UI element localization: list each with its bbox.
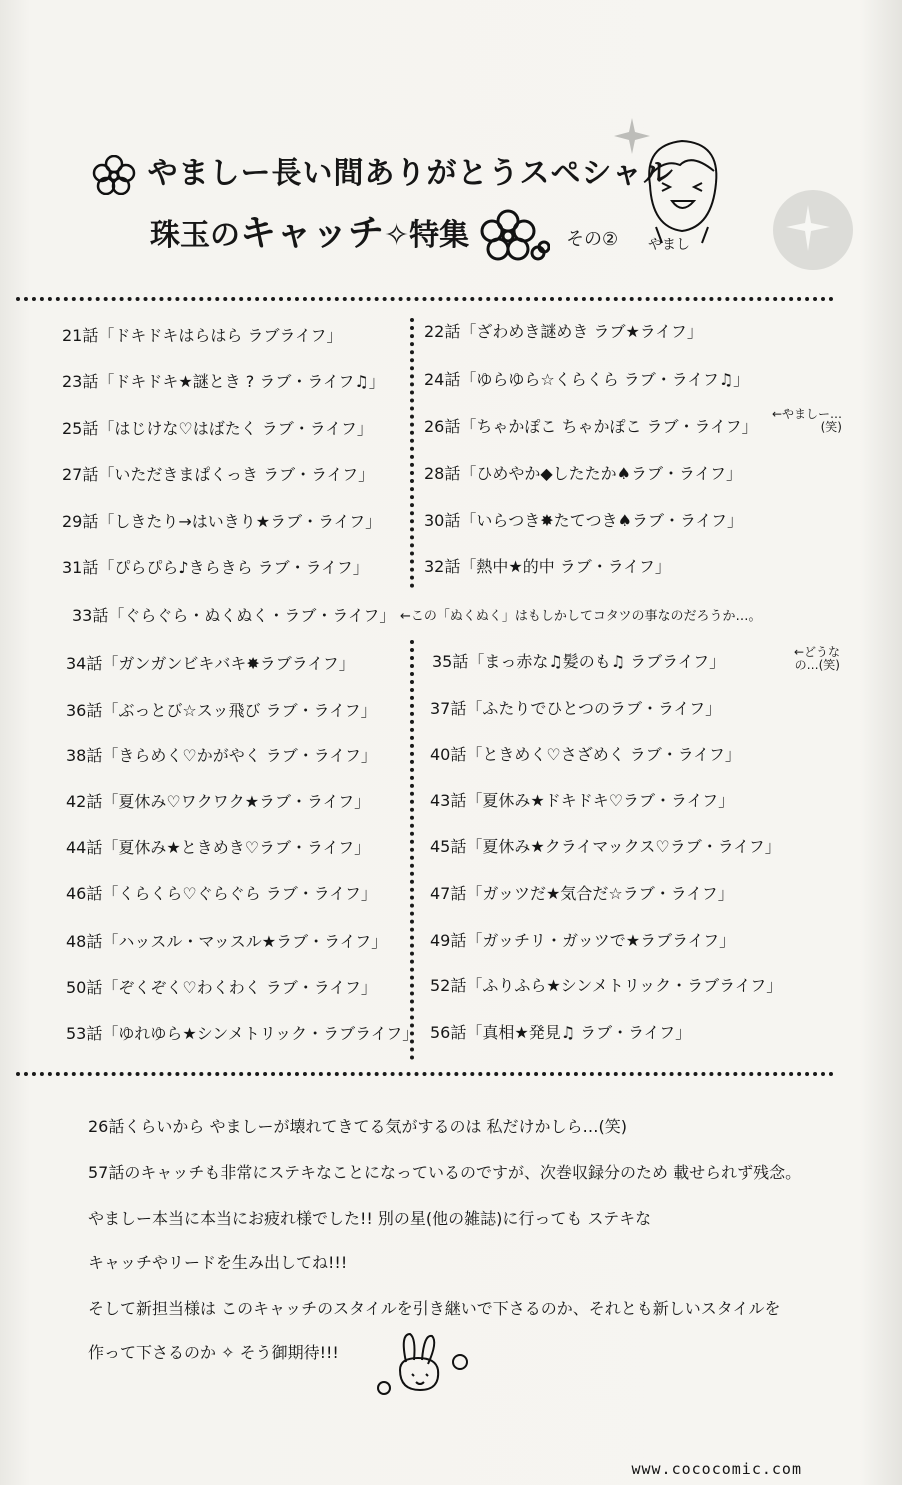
sparkle-icon: ✧ xyxy=(384,218,410,253)
list-item: 46話「くらくら♡ぐらぐら ラブ・ライフ」 xyxy=(66,884,377,903)
flower-icon xyxy=(92,155,136,195)
list-item: 53話「ゆれゆら★シンメトリック・ラブライフ」 xyxy=(66,1024,419,1043)
comment-line: そして新担当様は このキャッチのスタイルを引き継いで下さるのか、それとも新しいスタイルを xyxy=(88,1299,781,1318)
divider xyxy=(16,297,834,301)
list-item: 35話「まっ赤な♫髪のも♫ ラブライフ」 xyxy=(432,652,726,671)
column-divider xyxy=(410,318,414,588)
side-note: ←やましー…(笑) xyxy=(771,407,842,434)
list-item: 49話「ガッチリ・ガッツで★ラブライフ」 xyxy=(430,931,736,950)
list-item: 42話「夏休み♡ワクワク★ラブ・ライフ」 xyxy=(66,792,371,811)
watermark: www.cococomic.com xyxy=(631,1460,802,1478)
side-note: ←どうなの…(笑) xyxy=(793,645,840,672)
list-item: 34話「ガンガンビキバキ✸ラブライフ」 xyxy=(66,654,355,673)
comment-line: キャッチやリードを生み出してね!!! xyxy=(88,1253,348,1272)
list-item: 45話「夏休み★クライマックス♡ラブ・ライフ」 xyxy=(430,837,781,856)
list-item: 28話「ひめやか◆したたか♠ラブ・ライフ」 xyxy=(424,464,743,483)
list-item: 32話「熱中★的中 ラブ・ライフ」 xyxy=(424,557,671,576)
list-item: 30話「いらつき✸たてつき♠ラブ・ライフ」 xyxy=(424,511,743,530)
list-item: 31話「ぴらぴら♪きらきら ラブ・ライフ」 xyxy=(62,558,369,577)
comment-line: やましー本当に本当にお疲れ様でした!! 別の星(他の雑誌)に行っても ステキな xyxy=(88,1209,652,1228)
avatar xyxy=(632,135,732,245)
list-item: 29話「しきたり→はいきり★ラブ・ライフ」 xyxy=(62,512,382,531)
list-item: 36話「ぶっとび☆スッ飛び ラブ・ライフ」 xyxy=(66,701,377,720)
page-title-line1: やましー長い間ありがとうスペシャル xyxy=(92,148,674,195)
list-item: 24話「ゆらゆら☆くらくら ラブ・ライフ♫」 xyxy=(424,370,750,389)
sparkle-icon xyxy=(768,185,858,275)
list-item: 22話「ざわめき謎めき ラブ★ライフ」 xyxy=(424,322,703,341)
list-item: 23話「ドキドキ★謎とき ? ラブ・ライフ♫」 xyxy=(62,372,385,391)
comment-line: 57話のキャッチも非常にステキなことになっているのですが、次巻収録分のため 載せられず残念。 xyxy=(88,1163,802,1182)
page-title-line2: 珠玉のキャッチ✧特集 その② xyxy=(150,205,618,265)
column-divider xyxy=(410,640,414,1060)
list-item: 26話「ちゃかぽこ ちゃかぽこ ラブ・ライフ」 xyxy=(424,417,758,436)
list-item: 50話「ぞくぞく♡わくわく ラブ・ライフ」 xyxy=(66,978,377,997)
list-item: 52話「ふりふら★シンメトリック・ラブライフ」 xyxy=(430,976,783,995)
list-item: 27話「いただきまぱくっき ラブ・ライフ」 xyxy=(62,465,375,484)
list-item: 25話「はじけな♡はばたく ラブ・ライフ」 xyxy=(62,419,373,438)
list-item: 40話「ときめく♡さざめく ラブ・ライフ」 xyxy=(430,745,741,764)
list-item: 38話「きらめく♡かがやく ラブ・ライフ」 xyxy=(66,746,377,765)
list-item: 37話「ふたりでひとつのラブ・ライフ」 xyxy=(430,699,722,718)
divider xyxy=(16,1072,834,1076)
list-item: 21話「ドキドキはらはら ラブライフ」 xyxy=(62,326,343,345)
list-item: 33話「ぐらぐら・ぬくぬく・ラブ・ライフ」 xyxy=(72,606,396,625)
list-item: 47話「ガッツだ★気合だ☆ラブ・ライフ」 xyxy=(430,884,734,903)
list-item: 56話「真相★発見♫ ラブ・ライフ」 xyxy=(430,1023,692,1042)
list-item: 44話「夏休み★ときめき♡ラブ・ライフ」 xyxy=(66,838,371,857)
comment-line: 26話くらいから やましーが壊れてきてる気がするのは 私だけかしら…(笑) xyxy=(88,1117,628,1136)
list-item: 43話「夏休み★ドキドキ♡ラブ・ライフ」 xyxy=(430,791,735,810)
avatar-label: やまし xyxy=(648,237,690,253)
side-note: ←この「ぬくぬく」はもしかしてコタツの事なのだろうか…。 xyxy=(400,609,762,624)
bunny-icon xyxy=(370,1330,480,1400)
list-item: 48話「ハッスル・マッスル★ラブ・ライフ」 xyxy=(66,932,388,951)
flower-icon xyxy=(480,209,550,265)
comment-line: 作って下さるのか ✧ そう御期待!!! xyxy=(88,1343,339,1362)
